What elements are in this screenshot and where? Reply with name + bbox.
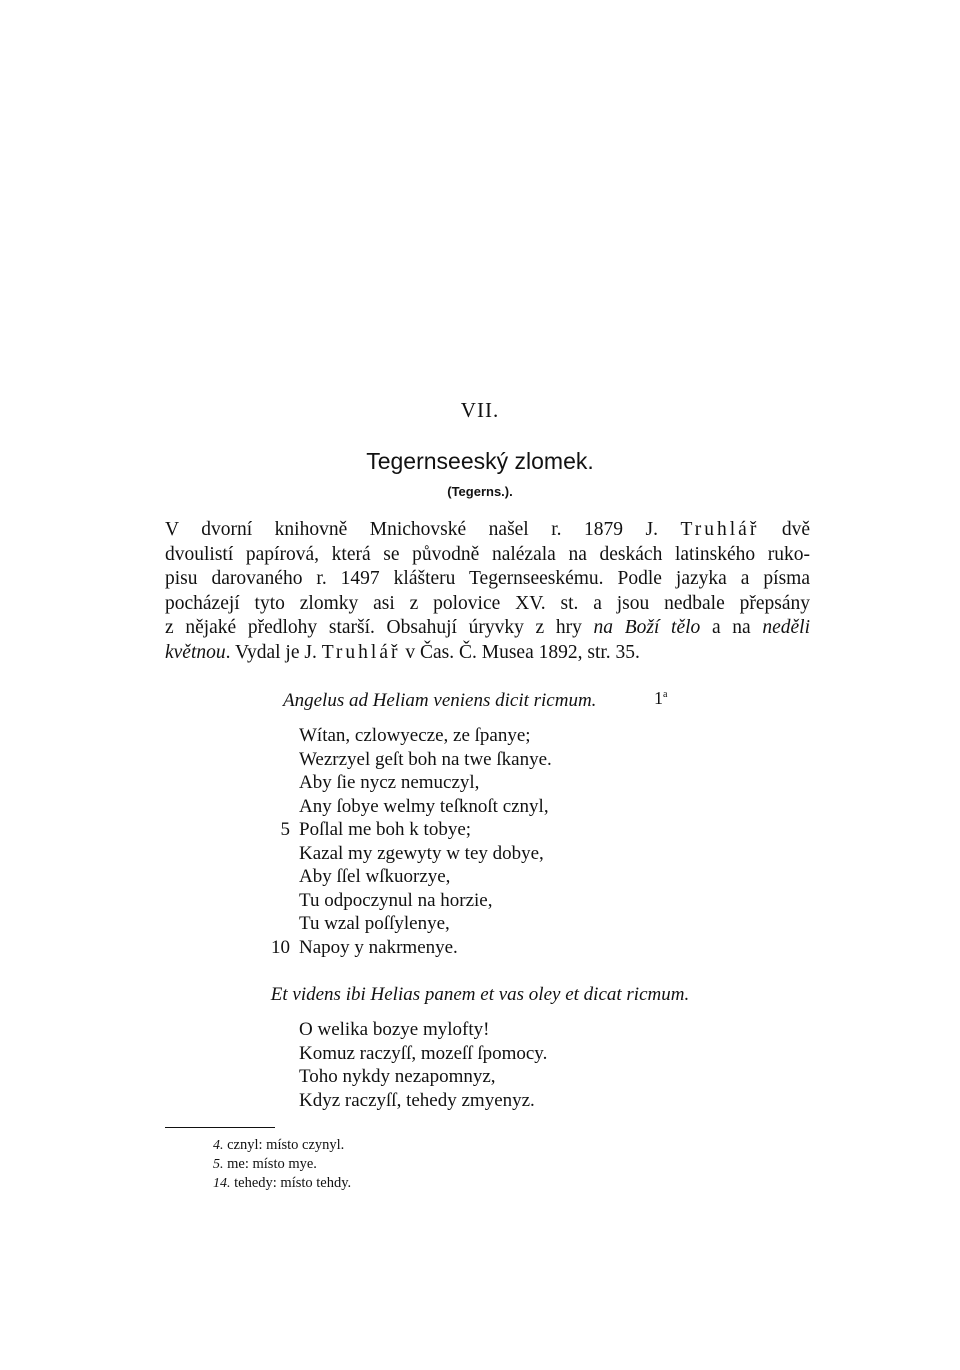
line-number [260, 1065, 299, 1089]
footnote [213, 1136, 351, 1155]
footnote [213, 1174, 351, 1193]
stage-direction: Angelus ad Heliam veniens dicit ricmum. [283, 690, 597, 711]
intro-line: pisu darovaného r. 1497 klášteru Tegernseeskému. Podle jazyka a písma [165, 568, 810, 590]
intro-text: dvě [759, 519, 810, 540]
footnote-text: tehedy: místo tehdy. [234, 1175, 352, 1191]
intro-text: . Vydal je J. [225, 641, 322, 663]
line-number [260, 1018, 299, 1042]
footnote-number: 4. [213, 1138, 224, 1153]
verse-line [260, 936, 660, 960]
verse-text: Aby ſie nycz nemuczyl, [299, 772, 480, 793]
line-number [260, 912, 299, 936]
author-name: Truhlář [680, 519, 760, 540]
verse-line [260, 865, 660, 889]
verse-text: Napoy y nakrmenye. [299, 936, 458, 958]
line-number [260, 771, 299, 795]
folio-number: 1 [654, 688, 663, 708]
footnote [213, 1155, 351, 1174]
verse-line [260, 1065, 660, 1089]
chapter-number: VII. [460, 398, 500, 422]
line-number [260, 1089, 299, 1113]
verse-text: O welika bozye mylofty! [299, 1019, 490, 1040]
line-number: 10 [271, 936, 290, 958]
intro-line [165, 616, 810, 641]
intro-text: a na [700, 617, 763, 639]
verse-text: Wezrzyel geſt boh na twe ſkanye. [299, 748, 552, 770]
page-title: Tegernseeský zlomek. [366, 448, 594, 474]
verse-block [260, 1018, 660, 1112]
verse-text: Komuz raczyſſ, mozeſſ ſpomocy. [299, 1042, 548, 1064]
verse-line [260, 1018, 660, 1042]
intro-text: z nějaké předlohy starší. Obsahují úryvky z hry [165, 617, 594, 639]
play-title: květnou [165, 641, 226, 663]
verse-line [260, 912, 660, 936]
footnotes [213, 1136, 351, 1193]
verse-text: Kazal my zgewyty w tey dobye, [299, 842, 544, 864]
line-number [260, 724, 299, 748]
folio-marker [654, 688, 667, 709]
footnote-text: me: místo mye. [227, 1156, 317, 1172]
line-number: 5 [280, 819, 290, 840]
verse-text: Aby ſſel wſkuorzye, [299, 866, 451, 887]
verse-text: Poſlal me boh k tobye; [299, 819, 472, 840]
verse-line [260, 724, 660, 748]
verse-block [260, 724, 660, 959]
verse-text: Kdyz raczyſſ, tehedy zmyenyz. [299, 1089, 535, 1111]
intro-line: pocházejí tyto zlomky asi z polovice XV. st. a jsou nedbale přepsány [165, 592, 810, 614]
line-number [260, 1042, 299, 1066]
footnote-text: cznyl: místo czynyl. [227, 1137, 345, 1153]
line-number [260, 865, 299, 889]
play-title: na Boží tělo [593, 617, 701, 639]
verse-line [260, 1042, 660, 1066]
intro-text: v Čas. Č. Musea 1892, str. 35. [400, 641, 640, 663]
footnote-number: 5. [213, 1157, 224, 1172]
line-number [260, 889, 299, 913]
line-number [260, 748, 299, 772]
stage-direction: Et videns ibi Helias panem et vas oley et dicat ricmum. [270, 984, 690, 1005]
verse-line [260, 771, 660, 795]
line-number [260, 795, 299, 819]
verse-text: Tu odpoczynul na horzie, [299, 889, 493, 911]
intro-line: dvoulistí papírová, která se původně nalézala na deskách latinského ruko- [165, 543, 810, 565]
folio-side: a [663, 689, 668, 700]
verse-text: Tu wzal poſſylenye, [299, 913, 450, 934]
verse-line [260, 842, 660, 866]
verse-text: Any ſobye welmy teſknoſt cznyl, [299, 795, 549, 817]
verse-line [260, 889, 660, 913]
verse-text: Toho nykdy nezapomnyz, [299, 1066, 496, 1087]
intro-text: V dvorní knihovně Mnichovské našel r. 1879 J. [165, 519, 659, 540]
play-title: neděli [762, 617, 810, 639]
footnote-number: 14. [213, 1176, 231, 1191]
intro-line [165, 641, 810, 666]
intro-line [165, 518, 810, 543]
footnote-divider [165, 1127, 275, 1128]
intro-paragraph [165, 518, 810, 666]
verse-line [260, 748, 660, 772]
verse-line [260, 818, 660, 842]
verse-text: Wítan, czlowyecze, ze ſpanye; [299, 725, 531, 746]
verse-line [260, 795, 660, 819]
line-number [260, 842, 299, 866]
abbreviation: (Tegerns.). [447, 484, 513, 499]
author-name: Truhlář [321, 641, 401, 663]
verse-line [260, 1089, 660, 1113]
